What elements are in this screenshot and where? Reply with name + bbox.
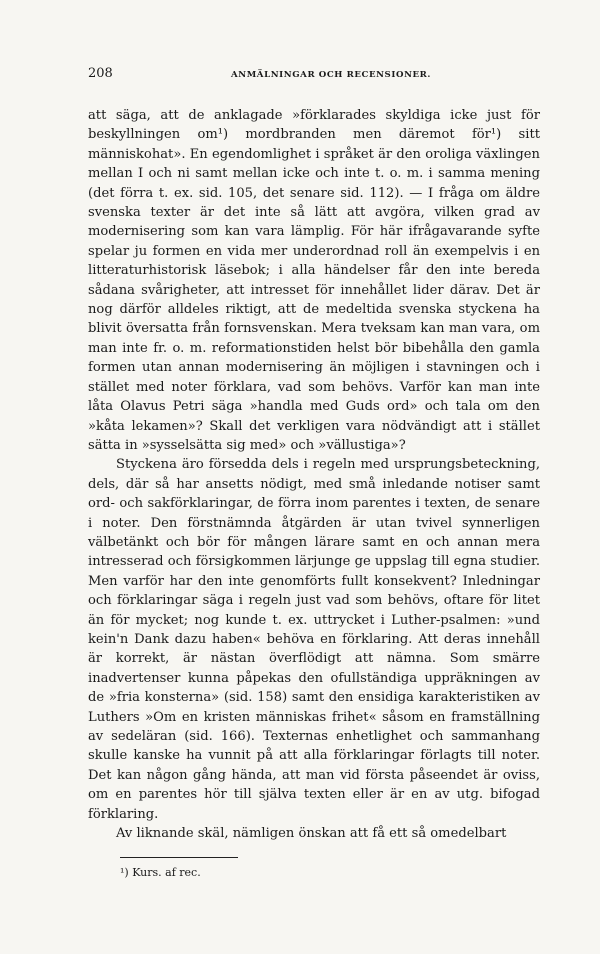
document-page: [88, 66, 540, 879]
paragraph-3: Av liknande skäl, nämligen önskan att få ett så omedelbart: [116, 826, 507, 842]
footnote-rule: [120, 857, 238, 858]
body-text: [88, 106, 540, 843]
footnote: ¹) Kurs. af rec.: [120, 866, 201, 880]
running-title: ANMÄLNINGAR OCH RECENSIONER.: [230, 70, 432, 80]
page-number: 208: [88, 66, 113, 81]
paragraph-2: Styckena äro försedda dels i regeln med ursprungsbeteckning, dels, där så har ansetts nödigt, med små inledande notiser samt ord- och sakförklaringar, de förra inom parentes i texten, de senare i noter. Den förstnämnda åtgärden är utan tvivel synnerligen välbetänkt och bör för mången lärare samt en och annan mera intresserad och försigkommen lärjunge ge uppslag till egna studier. Men varför har den inte genomförts fullt konsekvent? Inledningar och förklaringar säga i regeln just vad som behövs, oftare för litet än för mycket; nog kunde t. ex. uttrycket i Luther-psalmen: »und kein'n Dank dazu haben« behöva en förklaring. Att deras innehåll är korrekt, är nästan överflödigt att nämna. Som smärre inadvertenser kunna påpekas den ofullständiga uppräkningen av de »fria konsterna» (sid. 158) samt den ensidiga karakteristiken av Luthers »Om en kristen människas frihet« såsom en framställning av sedeläran (sid. 166). Texternas enhetlighet och sammanhang skulle kanske ha vunnit på att alla förklaringar förlagts till noter. Det kan någon gång hända, att man vid första påseendet är oviss, om en parentes hör till själva texten eller är en av utg. bifogad förklaring.: [88, 457, 540, 822]
paragraph-1: att säga, att de anklagade »förklarades skyldiga icke just för beskyllningen om¹) mordbranden men däremot för¹) sitt människohat». En egendomlighet i språket är den oroliga växlingen mellan I och ni samt mellan icke och inte t. o. m. i samma mening (det förra t. ex. sid. 105, det senare sid. 112). — I fråga om äldre svenska texter är det inte så lätt att avgöra, vilken grad av modernisering som kan vara lämplig. För här ifrågavarande syfte spelar ju formen en vida mer underordnad roll än exempelvis i en litteraturhistorisk läsebok; i alla händelser får den inte bereda sådana svårigheter, att intresset för innehållet lider därav. Det är nog därför alldeles riktigt, att de medeltida svenska styckena ha blivit översatta från fornsvenskan. Mera tveksam kan man vara, om man inte fr. o. m. reformationstiden helst bör bibehålla den gamla formen utan annan modernisering än möjligen i stavningen och i stället med noter förklara, vad som behövs. Varför kan man inte låta Olavus Petri säga »handla med Guds ord» och tala om den »kåta lekamen»? Skall det verkligen vara nödvändigt att i stället sätta in »sysselsätta sig med» och »vällustiga»?: [88, 108, 540, 453]
page-header: [88, 66, 540, 86]
